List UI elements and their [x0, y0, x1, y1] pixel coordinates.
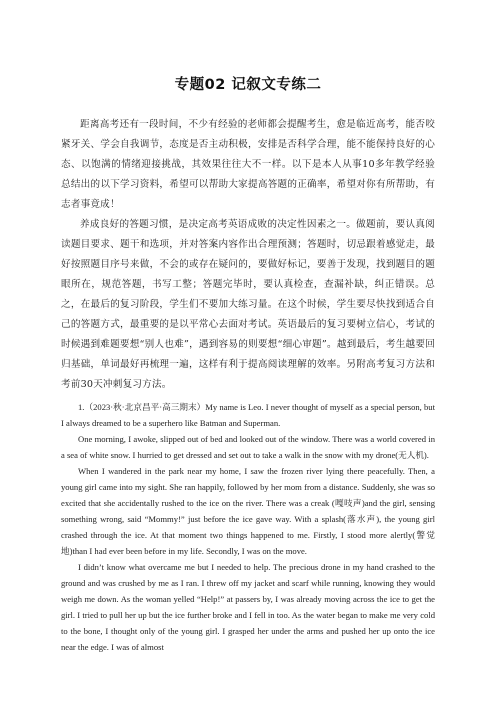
- page-title: 专题02 记叙文专练二: [174, 77, 322, 93]
- passage-paragraph-4: I didn’t know what overcame me but I needed to help. The precious drone in my hand crashed to the ground and was crushed by me as I ran. I threw off my jacket and scarf while running, knowing they would weigh me down. As the woman yelled “Help!” at passers by, I was already moving across the ice to get the girl. I tried to pull her up but the ice further broke and I fell in too. As the water began to make me very cold to the bone, I thought only of the young girl. I grasped her under the arms and pushed her up onto the ice near the edge. I was of almost: [61, 562, 435, 652]
- intro-paragraph-1: 距离高考还有一段时间，不少有经验的老师都会提醒考生，愈是临近高考，能否咬紧牙关、学会自我调节，态度是否主动积极，安排是否科学合理，能不能保持良好的心态、以饱满的情绪迎接挑战，其效果往往大不一样。以下是本人从事10多年教学经验总结出的以下学习资料，希望可以帮助大家提高答题的正确率，希望对你有所帮助，有志者事竟成！: [61, 119, 435, 210]
- intro-paragraph-2: 养成良好的答题习惯，是决定高考英语成败的决定性因素之一。做题前，要认真阅读题目要求、题干和选项，并对答案内容作出合理预测；答题时，切忌跟着感觉走，最好按照题目序号来做，不会的或存在疑问的，要做好标记，要善于发现，找到题目的题眼所在，规范答题，书写工整；答题完毕时，要认真检查，查漏补缺，纠正错误。总之，在最后的复习阶段，学生们不要加大练习量。在这个时候，学生要尽快找到适合自己的答题方式，最重要的是以平常心去面对考试。英语最后的复习要树立信心，考试的时候遇到难题要想“别人也难”，遇到容易的则要想“细心审题”。越到最后，考生越要回归基础，单词最好再梳理一遍，这样有利于提高阅读理解的效率。另附高考复习方法和考前30天冲刺复习方法。: [61, 219, 435, 390]
- passage-paragraph-2: One morning, I awoke, slipped out of bed and looked out of the window. There was a world covered in a sea of white snow. I hurried to get dressed and set out to take a walk in the snow with my drone(无人机).: [61, 434, 435, 460]
- passage-paragraph-3: When I wandered in the park near my home, I saw the frozen river lying there peacefully. Then, a young girl came into my sight. She ran happily, followed by her mom from a distance. Suddenly, she was so excited that she accidentally rushed to the ice on the river. There was a creak (嘎吱声)and the girl, sensing something wrong, said “Mommy!” just before the ice gave way. With a splash(落水声), the young girl crashed through the ice. At that moment two things happened to me. Firstly, I stood more alertly(警觉地)than I had ever been before in my life. Secondly, I was on the move.: [61, 466, 435, 556]
- passage-paragraph-1: 1.（2023·秋·北京昌平·高三期末）My name is Leo. I never thought of myself as a special person, but I always dreamed to be a superhero like Batman and Superman.: [61, 402, 435, 428]
